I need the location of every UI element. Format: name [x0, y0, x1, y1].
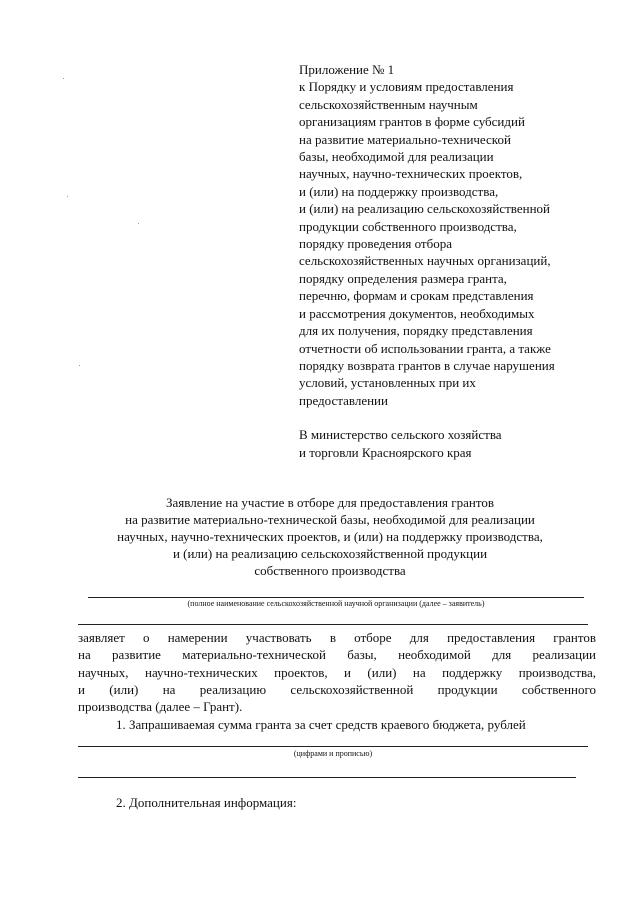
document-title	[70, 494, 590, 579]
requested-amount-line[interactable]	[78, 746, 588, 747]
statement-line: на развитие материально-технической базы, необходимой для реализации	[78, 647, 596, 663]
appendix-line: научных, научно-технических проектов,	[299, 166, 523, 182]
appendix-line: продукции собственного производства,	[299, 218, 517, 234]
addressee-line: В министерство сельского хозяйства	[299, 427, 502, 442]
statement-line: научных, научно-технических проектов, и (или) на поддержку производства,	[78, 664, 596, 680]
appendix-line: порядку определения размера гранта,	[299, 270, 507, 286]
appendix-line: к Порядку и условиям предоставления	[299, 79, 514, 95]
appendix-line: порядку проведения отбора	[299, 236, 452, 252]
applicant-name-line[interactable]	[88, 597, 584, 598]
appendix-line: и (или) на реализацию сельскохозяйственной	[299, 201, 550, 217]
statement-paragraph	[78, 629, 596, 715]
scan-speck	[63, 78, 64, 79]
title-line: собственного производства	[254, 563, 406, 578]
appendix-line: сельскохозяйственным научным	[299, 96, 478, 112]
appendix-line: Приложение № 1	[299, 62, 395, 77]
appendix-line: порядку возврата грантов в случае нарушения	[299, 357, 555, 373]
appendix-line: базы, необходимой для реализации	[299, 149, 494, 165]
title-line: на развитие материально-технической базы, необходимой для реализации	[125, 512, 535, 527]
appendix-line: сельскохозяйственных научных организаций,	[299, 253, 551, 269]
scan-speck	[67, 196, 68, 197]
appendix-header	[299, 61, 619, 409]
requested-amount-line-2[interactable]	[78, 777, 576, 778]
appendix-line: отчетности об использовании гранта, а также	[299, 340, 551, 356]
applicant-name-line-2[interactable]	[78, 624, 588, 625]
title-line: и (или) на реализацию сельскохозяйственной продукции	[172, 546, 488, 561]
requested-amount-caption: (цифрами и прописью)	[293, 749, 373, 758]
applicant-name-caption: (полное наименование сельскохозяйственной научной организации (далее – заявитель)	[187, 599, 485, 608]
statement-line: производства (далее – Грант).	[78, 699, 243, 715]
appendix-line: на развитие материально-технической	[299, 131, 511, 147]
appendix-line: и рассмотрения документов, необходимых	[299, 305, 535, 321]
addressee-block	[299, 426, 502, 462]
addressee-line: и торговли Красноярского края	[299, 445, 472, 460]
appendix-line: для их получения, порядку представления	[299, 323, 533, 339]
appendix-line: предоставлении	[299, 392, 388, 408]
appendix-line: перечню, формам и срокам представления	[299, 288, 534, 304]
requested-amount-label: 1. Запрашиваемая сумма гранта за счет средств краевого бюджета, рублей	[116, 717, 526, 732]
scan-speck	[79, 365, 80, 366]
statement-line: и (или) на реализацию сельскохозяйственной продукции собственного	[78, 681, 596, 697]
title-line: Заявление на участие в отборе для предоставления грантов	[166, 495, 494, 510]
appendix-line: условий, установленных при их	[299, 375, 476, 391]
additional-info-label: 2. Дополнительная информация:	[116, 795, 297, 810]
appendix-line: и (или) на поддержку производства,	[299, 183, 499, 199]
scan-speck	[138, 223, 139, 224]
title-line: научных, научно-технических проектов, и (или) на поддержку производства,	[117, 529, 543, 544]
statement-line: заявляет о намерении участвовать в отборе для предоставления грантов	[78, 630, 596, 645]
appendix-line: организациям грантов в форме субсидий	[299, 114, 525, 130]
